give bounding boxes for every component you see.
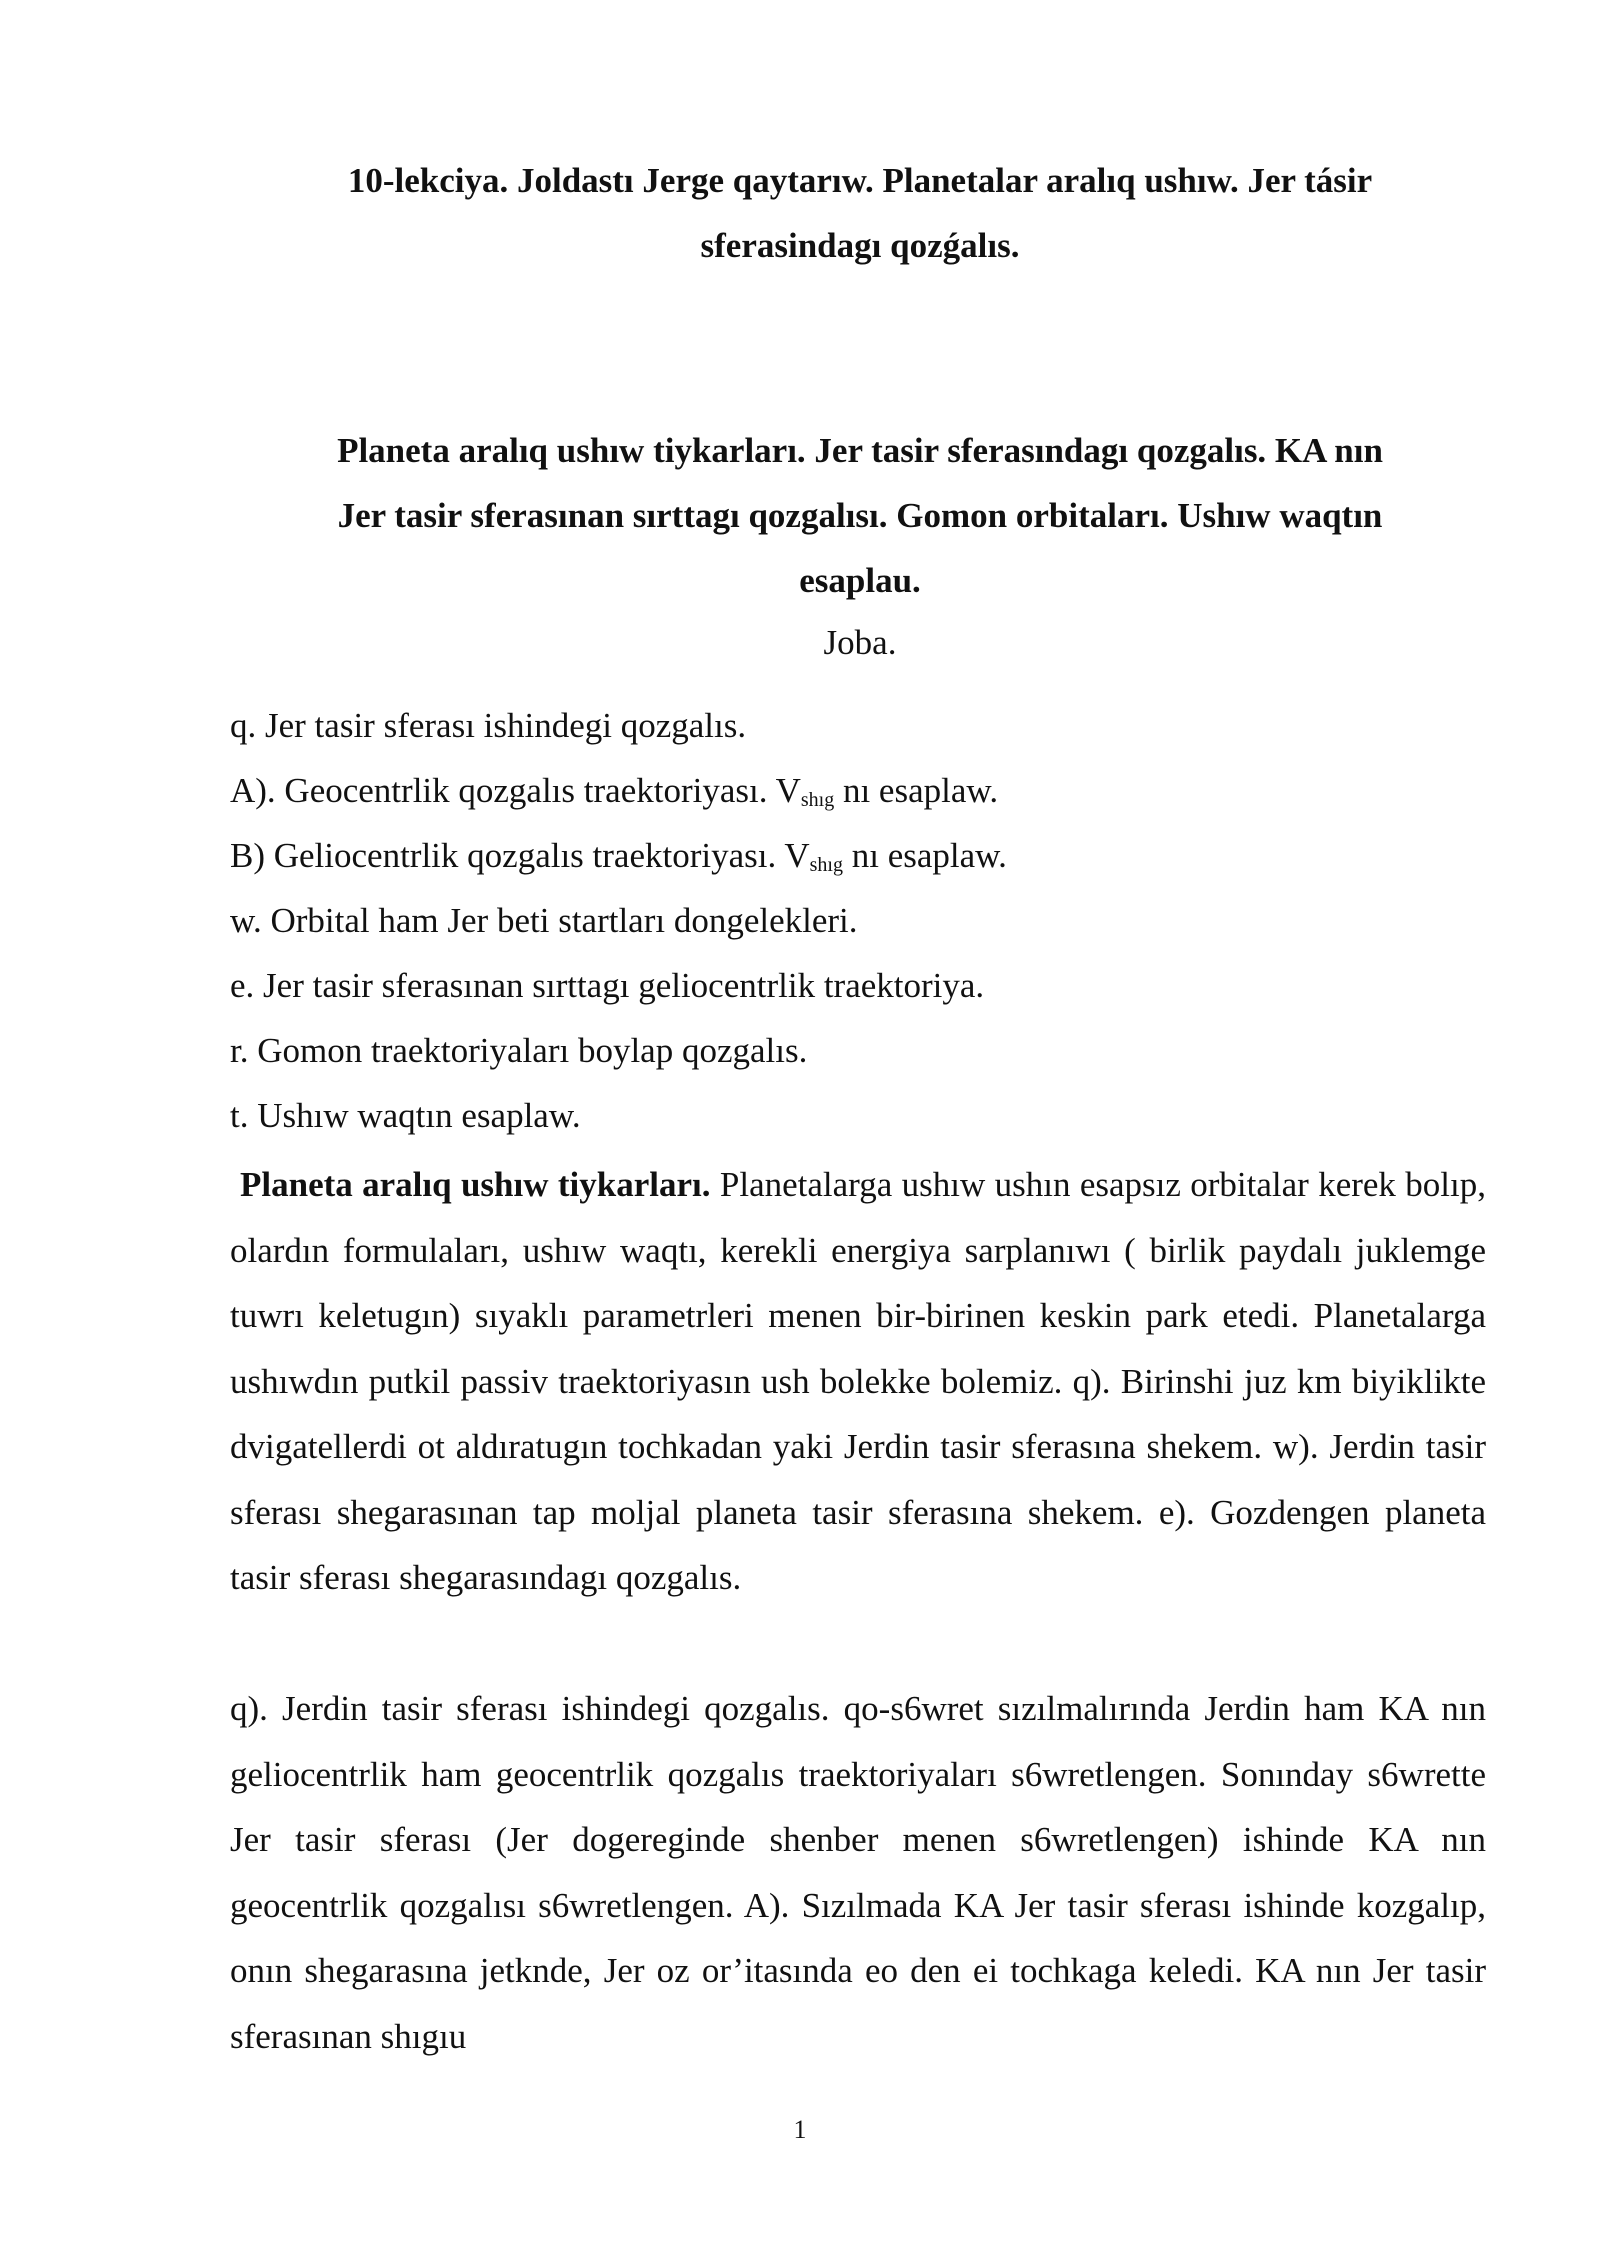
plan-item (230, 823, 1490, 888)
plan-item-subscript: shıg (800, 789, 835, 811)
lecture-subtitle (230, 418, 1490, 613)
lecture-title (230, 148, 1490, 278)
plan-item-text: r. Gomon traektoriyaları boylap qozgalıs. (230, 1031, 808, 1070)
plan-list (230, 693, 1490, 1148)
plan-item-text: nı esaplaw. (834, 771, 999, 810)
paragraph-lead-heading: Planeta aralıq ushıw tiykarları. (240, 1165, 711, 1204)
lecture-subtitle-line-1: Planeta aralıq ushıw tiykarları. Jer tasir sferasındagı qozgalıs. KA nın (337, 431, 1383, 470)
plan-item (230, 758, 1490, 823)
plan-heading: Joba. (823, 623, 897, 662)
lecture-subtitle-line-2: Jer tasir sferasınan sırttagı qozgalısı. Gomon orbitaları. Ushıw waqtın (337, 496, 1383, 535)
body-paragraph-2 (230, 1676, 1486, 2069)
lecture-subtitle-line-3: esaplau. (799, 561, 921, 600)
lecture-title-line-1: 10-lekciya. Joldastı Jerge qaytarıw. Planetalar aralıq ushıw. Jer tásir (347, 161, 1373, 200)
plan-item (230, 693, 1490, 758)
plan-item-text: A). Geocentrlik qozgalıs traektoriyası. V (230, 771, 801, 810)
plan-item-text: w. Orbital ham Jer beti startları dongelekleri. (230, 901, 858, 940)
page-number: 1 (793, 2115, 807, 2144)
plan-item-text: B) Geliocentrlik qozgalıs traektoriyası. V (230, 836, 810, 875)
plan-item-text: nı esaplaw. (842, 836, 1007, 875)
plan-item (230, 1083, 1490, 1148)
body-paragraph-1 (230, 1152, 1486, 1611)
paragraph-text: Planetalarga ushıw ushın esapsız orbitalar kerek bolıp, olardın formulaları, ushıw waqtı, kerekli energiya sarplanıwı ( birlik paydalı juklemge tuwrı keletugın) sıyaklı parametrleri menen bir-birinen keskin park etedi. Planetalarga ushıwdın putkil passiv traektoriyasın ush bolekke bolemiz. q). Birinshi juz km biyiklikte dvigatellerdi ot aldıratugın tochkadan yaki Jerdin tasir sferasına shekem. w). Jerdin tasir sferası shegarasınan tap moljal planeta tasir sferasına shekem. e). Gozdengen planeta tasir sferası shegarasındagı qozgalıs. (230, 1165, 1487, 1597)
plan-item-text: t. Ushıw waqtın esaplaw. (230, 1096, 581, 1135)
plan-item-subscript: shıg (809, 854, 843, 876)
plan-item-text: e. Jer tasir sferasınan sırttagı geliocentrlik traektoriya. (230, 966, 985, 1005)
plan-item (230, 953, 1490, 1018)
plan-item (230, 1018, 1490, 1083)
lecture-title-line-2: sferasindagı qozǵalıs. (700, 226, 1020, 265)
paragraph-text: q). Jerdin tasir sferası ishindegi qozgalıs. qo-s6wret sızılmalırında Jerdin ham KA nın geliocentrlik ham geocentrlik qozgalıs traektoriyaları s6wretlengen. Sonınday s6wrette Jer tasir sferası (Jer dogereginde shenber menen s6wretlengen) ishinde KA nın geocentrlik qozgalısı s6wretlengen. A). Sızılmada KA Jer tasir sferası ishinde kozgalıp, onın shegarasına jetknde, Jer oz or’itasında eo den ei tochkaga keledi. KA nın Jer tasir sferasınan shıgıu (230, 1689, 1486, 2056)
plan-item (230, 888, 1490, 953)
plan-item-text: q. Jer tasir sferası ishindegi qozgalıs. (230, 706, 747, 745)
